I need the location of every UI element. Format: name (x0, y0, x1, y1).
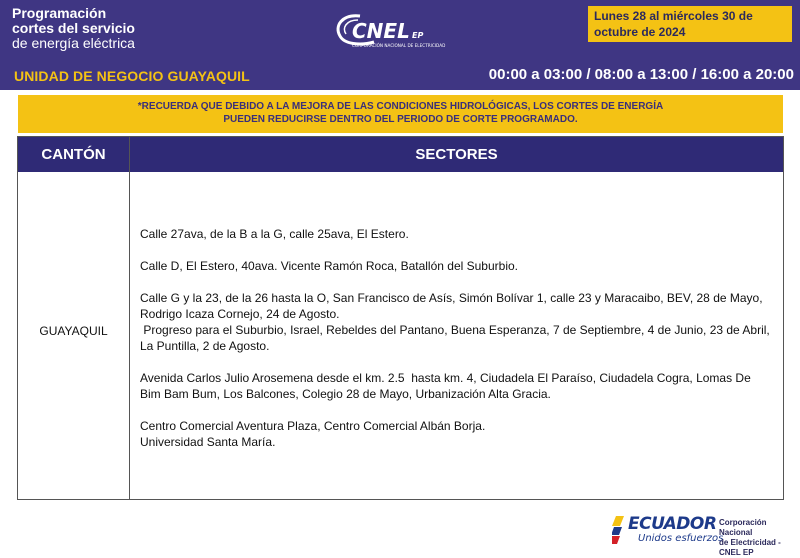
schedule-table (17, 136, 784, 500)
page-title (12, 6, 135, 51)
sector-group-5b: Universidad Santa María. (140, 435, 276, 449)
corp-line-1: Corporación Nacional (719, 518, 767, 537)
sector-group-2: Calle D, El Estero, 40ava. Vicente Ramón Roca, Batallón del Suburbio. (140, 259, 518, 273)
sector-group-1: Calle 27ava, de la B a la G, calle 25ava, El Estero. (140, 227, 409, 241)
corp-line-2: de Electricidad - CNEL EP (719, 538, 781, 557)
notice-line-1: *RECUERDA QUE DEBIDO A LA MEJORA DE LAS CONDICIONES HIDROLÓGICAS, LOS CORTES DE ENERGÍA (137, 101, 664, 112)
country-name: ECUADOR (628, 514, 717, 534)
sector-group-3b: Progreso para el Suburbio, Israel, Rebeldes del Pantano, Buena Esperanza, 7 de Septiembre, 4 de Junio, 23 de Abril, La Puntilla, 2 de Agosto. (140, 323, 774, 353)
sectors-cell (140, 226, 772, 450)
date-line-2: octubre de 2024 (594, 25, 686, 39)
sector-group-4: Avenida Carlos Julio Arosemena desde el km. 2.5 hasta km. 4, Ciudadela El Paraíso, Ciudadela Cogra, Lomas De Bim Bam Bum, Los Balcones, Colegio 28 de Mayo, Urbanización Alta Gracia. (140, 371, 755, 401)
table-header (18, 137, 783, 172)
logo-subtext: CORPORACIÓN NACIONAL DE ELECTRICIDAD (352, 43, 446, 48)
cnel-logo (330, 12, 480, 52)
column-divider (129, 137, 130, 499)
sector-group-5 (140, 418, 772, 450)
date-range-box (588, 6, 792, 42)
logo-suffix: EP (412, 31, 424, 40)
sector-group-3 (140, 290, 772, 354)
sector-group-5a: Centro Comercial Aventura Plaza, Centro Comercial Albán Borja. (140, 419, 486, 433)
sector-group-3a: Calle G y la 23, de la 26 hasta la O, San Francisco de Asís, Simón Bolívar 1, calle 23 y Maracaibo, BEV, 28 de Mayo, Rodrigo Icaza Cornejo, 24 de Agosto. (140, 291, 763, 321)
date-line-1: Lunes 28 al miércoles 30 de (594, 9, 753, 23)
header-banner (0, 0, 800, 90)
corporation-label (719, 518, 800, 558)
country-slogan: Unidos esfuerzos (638, 533, 724, 544)
title-line-2: cortes del servicio (12, 20, 135, 36)
column-header-canton: CANTÓN (41, 146, 106, 163)
title-line-3: de energía eléctrica (12, 35, 135, 51)
ecuador-logo (628, 515, 723, 544)
ecuador-flag-icon (612, 516, 624, 544)
outage-hours: 00:00 a 03:00 / 08:00 a 13:00 / 16:00 a 20:00 (488, 66, 794, 83)
business-unit-label: UNIDAD DE NEGOCIO GUAYAQUIL (14, 68, 250, 84)
canton-cell: GUAYAQUIL (39, 324, 108, 338)
notice-line-2: PUEDEN REDUCIRSE DENTRO DEL PERIODO DE CORTE PROGRAMADO. (223, 114, 578, 125)
title-line-1: Programación (12, 5, 107, 21)
notice-banner (18, 95, 783, 133)
column-header-sectores: SECTORES (415, 146, 498, 163)
logo-text: CNEL (352, 19, 410, 43)
